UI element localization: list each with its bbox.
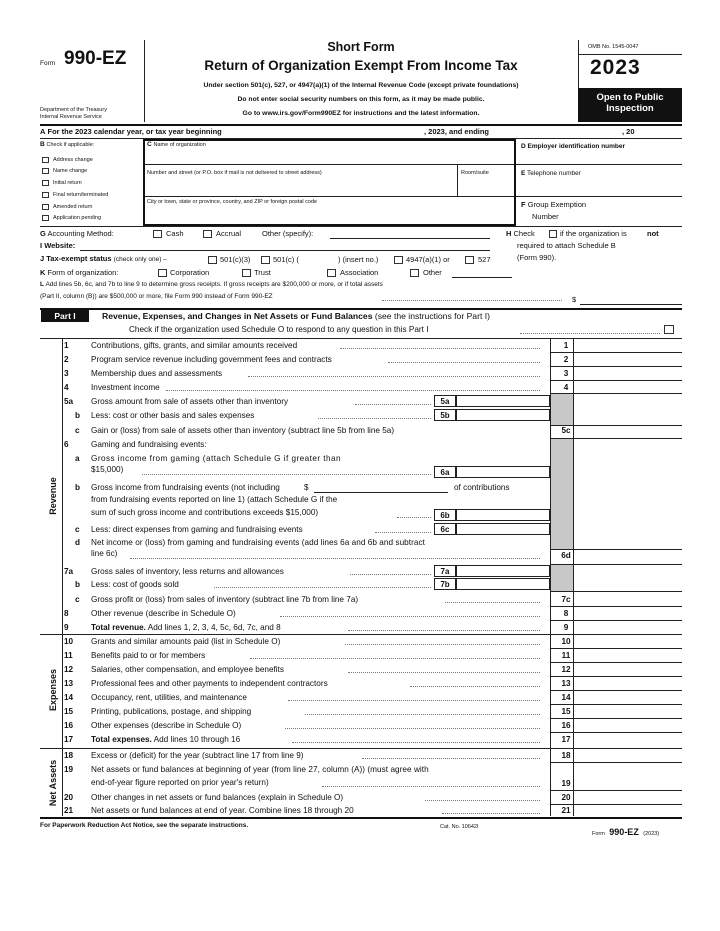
527-checkbox[interactable]: [465, 256, 474, 264]
line-13-amount[interactable]: [574, 678, 681, 689]
org-name-label: Name of organization: [153, 142, 206, 148]
line-6: [42, 438, 682, 451]
form-title-short: Short Form: [327, 40, 395, 54]
form-subtitle-1: Under section 501(c), 527, or 4947(a)(1) of the Internal Revenue Code (except private foundations): [203, 82, 519, 89]
insert-no-label: ) (insert no.): [338, 255, 379, 264]
line-7a-amount[interactable]: [456, 565, 550, 577]
application-pending-label: Application pending: [53, 215, 102, 221]
line-13-desc: Professional fees and other payments to independent contractors: [91, 679, 328, 688]
line-17-desc-bold: Total expenses.: [91, 735, 152, 744]
line-21-label: 21: [561, 806, 571, 815]
part-1-title: [102, 311, 490, 321]
form-word: Form: [40, 60, 56, 67]
line-a-mid: , 2023, and ending: [424, 127, 490, 136]
section-d: [521, 143, 625, 150]
line-20-desc: Other changes in net assets or fund balances (explain in Schedule O): [91, 793, 344, 802]
footer-form-word: Form: [592, 831, 605, 837]
line-2-amount[interactable]: [574, 354, 681, 366]
group-exemption-label: Group Exemption: [527, 200, 587, 209]
line-1-label: 1: [563, 341, 569, 350]
dept-line-1: Department of the Treasury: [40, 107, 107, 113]
association-label: Association: [340, 268, 379, 277]
line-h-text-b: if the organization is: [560, 229, 627, 238]
footer-form-year: (2023): [643, 831, 660, 837]
telephone-label: Telephone number: [527, 170, 581, 177]
line-h: [506, 229, 535, 238]
section-c-label: C: [147, 141, 152, 148]
line-a-text: For the 2023 calendar year, or tax year beginning: [47, 127, 222, 136]
line-k-label: K: [40, 268, 46, 277]
line-6a-desc-1: Gross income from gaming (attach Schedule G if greater than: [91, 454, 341, 463]
line-l-1: [40, 281, 383, 288]
line-l-text-2: (Part II, column (B)) are $500,000 or more, file Form 990 instead of Form 990-EZ: [40, 293, 273, 300]
other-org-label: Other: [423, 268, 442, 277]
line-6b-desc-2: from fundraising events reported on line 1) (attach Schedule G if the: [91, 495, 338, 504]
line-5a: [42, 395, 682, 408]
line-6a-desc-2: $15,000): [91, 465, 124, 474]
footer-form-number: 990-EZ: [609, 827, 639, 837]
line-6c-sub: c: [75, 525, 80, 534]
line-6d-label: 6d: [561, 551, 571, 560]
line-9-desc-bold: Total revenue.: [91, 623, 146, 632]
line-11-amount[interactable]: [574, 650, 681, 661]
name-change-label: Name change: [53, 168, 88, 174]
line-16-num: 16: [64, 721, 74, 730]
omb-number: OMB No. 1545-0047: [588, 44, 639, 50]
amended-return-label: Amended return: [53, 204, 93, 210]
line-h-text-2: required to attach Schedule B: [517, 241, 616, 250]
form-subtitle-2: Do not enter social security numbers on this form, as it may be made public.: [237, 96, 485, 103]
4947a1-checkbox[interactable]: [394, 256, 403, 264]
footer-form-id: [592, 822, 659, 840]
line-l-label: L: [40, 281, 44, 288]
part-1-tag: [41, 310, 89, 322]
line-6c: [42, 523, 682, 536]
line-8-desc: Other revenue (describe in Schedule O): [91, 609, 236, 618]
line-6d-desc-1: Net income or (loss) from gaming and fundraising events (add lines 6a and 6b and subtract: [91, 538, 425, 547]
501c3-checkbox[interactable]: [208, 256, 217, 264]
trust-label: Trust: [254, 268, 271, 277]
line-12-desc: Salaries, other compensation, and employee benefits: [91, 665, 284, 674]
line-a: [40, 127, 222, 136]
line-7b-sub: b: [75, 580, 81, 589]
line-7c-label: 7c: [561, 595, 571, 604]
line-6-desc: Gaming and fundraising events:: [91, 440, 207, 449]
net-assets-side-label: Net Assets: [48, 759, 58, 807]
telephone-field[interactable]: [522, 180, 680, 192]
name-change-checkbox[interactable]: [42, 168, 49, 174]
section-b-title-text: Check if applicable:: [46, 142, 95, 148]
other-org-field[interactable]: [452, 277, 512, 278]
line-1-desc: Contributions, gifts, grants, and similar amounts received: [91, 341, 298, 350]
line-5b: [42, 409, 682, 422]
line-19-amount[interactable]: [574, 777, 681, 789]
line-20-label: 20: [561, 793, 571, 802]
line-3-label: 3: [563, 369, 569, 378]
ein-label: Employer identification number: [527, 143, 626, 150]
line-4-label: 4: [563, 383, 569, 392]
line-6b-sub: b: [75, 483, 81, 492]
line-7a: [42, 565, 682, 578]
address-change-label: Address change: [53, 157, 93, 163]
website-field[interactable]: [80, 250, 490, 251]
line-5c-amount[interactable]: [574, 426, 681, 437]
final-return-checkbox[interactable]: [42, 192, 49, 198]
line-19-desc-1: Net assets or fund balances at beginning of year (from line 27, column (A)) (must agree with: [91, 765, 429, 774]
section-c-name: [147, 141, 206, 148]
line-6a-box-label: 6a: [434, 466, 456, 478]
association-checkbox[interactable]: [327, 269, 336, 277]
schedule-o-checkbox[interactable]: [664, 325, 674, 334]
line-1-num: 1: [64, 341, 69, 350]
dept-line-2: Internal Revenue Service: [40, 114, 102, 120]
line-6b-amount[interactable]: [456, 509, 550, 521]
line-3-desc: Membership dues and assessments: [91, 369, 223, 378]
catalog-number: Cat. No. 10642I: [440, 824, 479, 830]
line-5b-amount[interactable]: [456, 409, 550, 421]
line-6c-box-label: 6c: [434, 523, 456, 535]
line-8-amount[interactable]: [574, 608, 681, 620]
accrual-checkbox[interactable]: [203, 230, 212, 238]
line-6d-desc-2: line 6c): [91, 549, 118, 558]
line-13-num: 13: [64, 679, 74, 688]
section-f: [521, 200, 586, 209]
line-10-num: 10: [64, 637, 74, 646]
line-j: [40, 254, 167, 263]
line-g-label: G: [40, 229, 46, 238]
line-19-desc-2: end-of-year figure reported on prior year's return): [91, 778, 269, 787]
527-label: 527: [478, 255, 491, 264]
street-field[interactable]: [150, 180, 450, 192]
line-21-num: 21: [64, 806, 74, 815]
line-7b-desc: Less: cost of goods sold: [91, 580, 179, 589]
line-3-num: 3: [64, 369, 69, 378]
line-18-num: 18: [64, 751, 74, 760]
line-6b-desc-1: Gross income from fundraising events (not including: [91, 483, 280, 492]
revenue-side-label: Revenue: [48, 477, 58, 515]
line-5b-box-label: 5b: [434, 409, 456, 421]
other-method-label: Other (specify):: [262, 229, 314, 238]
line-7a-box-label: 7a: [434, 565, 456, 577]
accrual-label: Accrual: [216, 229, 242, 238]
line-h-text: Check: [513, 229, 535, 238]
line-2-desc: Program service revenue including government fees and contracts: [91, 355, 332, 364]
line-6b-dollar: $: [304, 483, 309, 492]
line-15-desc: Printing, publications, postage, and shipping: [91, 707, 252, 716]
line-7a-desc: Gross sales of inventory, less returns and allowances: [91, 567, 284, 576]
schedule-o-check-text: Check if the organization used Schedule O to respond to any question in this Part I: [129, 325, 429, 334]
line-12-label: 12: [561, 665, 571, 674]
corporation-label: Corporation: [170, 268, 210, 277]
line-a-end: , 20: [622, 127, 635, 136]
line-12-amount[interactable]: [574, 664, 681, 675]
expenses-side-label: Expenses: [48, 668, 58, 712]
amended-return-checkbox[interactable]: [42, 204, 49, 210]
part-1-title-note: (see the instructions for Part I): [374, 311, 490, 321]
line-8-label: 8: [563, 609, 569, 618]
line-5c-label: 5c: [561, 426, 571, 435]
line-9-desc: Add lines 1, 2, 3, 4, 5c, 6d, 7c, and 8: [147, 623, 281, 632]
section-d-label: D: [521, 143, 526, 150]
open-to-public-text-1: Open to Public: [596, 92, 664, 103]
open-to-public-badge: [578, 88, 682, 122]
line-6a-amount[interactable]: [456, 466, 550, 478]
line-6b: [42, 481, 682, 521]
line-18-amount[interactable]: [574, 750, 681, 761]
line-6b-desc-3: sum of such gross income and contributions exceeds $15,000): [91, 508, 319, 517]
501c-checkbox[interactable]: [261, 256, 270, 264]
org-name-field[interactable]: [150, 150, 510, 162]
line-10-label: 10: [561, 637, 571, 646]
form-number: 990-EZ: [64, 48, 127, 69]
line-7b: [42, 578, 682, 591]
line-4-num: 4: [64, 383, 69, 392]
line-l-text-1: Add lines 5b, 6c, and 7b to line 9 to determine gross receipts. If gross receipts are $200,000 or more, or if total assets: [45, 281, 383, 288]
line-10-desc: Grants and similar amounts paid (list in Schedule O): [91, 637, 281, 646]
line-15-amount[interactable]: [574, 706, 681, 717]
line-6c-desc: Less: direct expenses from gaming and fundraising events: [91, 525, 303, 534]
other-method-field[interactable]: [330, 238, 490, 239]
section-b-label: B: [40, 141, 45, 148]
line-l-dollar: $: [572, 295, 577, 304]
group-exemption-number-label: Number: [532, 212, 559, 221]
line-k: [40, 268, 118, 277]
room-suite-label: Room/suite: [461, 170, 489, 176]
line-a-label: A: [40, 127, 46, 136]
line-6a-sub: a: [75, 454, 80, 463]
line-20-num: 20: [64, 793, 74, 802]
line-6-num: 6: [64, 440, 69, 449]
part-1-title-text: Revenue, Expenses, and Changes in Net Assets or Fund Balances: [102, 311, 373, 321]
address-change-checkbox[interactable]: [42, 157, 49, 163]
line-5a-num: 5a: [64, 397, 74, 406]
line-4-desc: Investment income: [91, 383, 160, 392]
line-14-num: 14: [64, 693, 74, 702]
line-7c-amount[interactable]: [574, 593, 681, 605]
line-6c-amount[interactable]: [456, 523, 550, 535]
line-6d-amount[interactable]: [574, 550, 681, 563]
line-21-amount[interactable]: [574, 805, 681, 816]
line-3-amount[interactable]: [574, 368, 681, 380]
form-of-org-label: Form of organization:: [47, 268, 119, 277]
line-5b-sub: b: [75, 411, 81, 420]
other-org-checkbox[interactable]: [410, 269, 419, 277]
line-h-not: not: [647, 229, 659, 238]
corporation-checkbox[interactable]: [158, 269, 167, 277]
line-15-num: 15: [64, 707, 74, 716]
501c-label: 501(c) (: [273, 255, 299, 264]
line-8-num: 8: [64, 609, 69, 618]
line-1-amount[interactable]: [574, 340, 681, 352]
street-label: Number and street (or P.O. box if mail is not delivered to street address): [147, 170, 322, 176]
line-5a-amount[interactable]: [456, 395, 550, 407]
line-9-amount[interactable]: [574, 622, 681, 633]
line-14-desc: Occupancy, rent, utilities, and maintenance: [91, 693, 247, 702]
line-14-label: 14: [561, 693, 571, 702]
line-20-amount[interactable]: [574, 792, 681, 803]
line-i: [40, 241, 75, 250]
line-17-label: 17: [561, 735, 571, 744]
line-7b-amount[interactable]: [456, 578, 550, 590]
line-5b-desc: Less: cost or other basis and sales expenses: [91, 411, 255, 420]
section-f-label: F: [521, 200, 526, 209]
line-5c-desc: Gain or (loss) from sale of assets other than inventory (subtract line 5b from line 5a): [91, 426, 395, 435]
line-6b-box-label: 6b: [434, 509, 456, 521]
line-16-label: 16: [561, 721, 571, 730]
line-i-label: I: [40, 241, 43, 250]
section-e: [521, 170, 581, 177]
line-7a-num: 7a: [64, 567, 74, 576]
paperwork-notice: For Paperwork Reduction Act Notice, see the separate instructions.: [40, 822, 249, 829]
room-suite-field[interactable]: [460, 180, 510, 192]
trust-checkbox[interactable]: [242, 269, 251, 277]
line-11-label: 11: [561, 651, 571, 660]
line-17-amount[interactable]: [574, 734, 681, 746]
line-13-label: 13: [561, 679, 571, 688]
initial-return-label: Initial return: [53, 180, 82, 186]
line-5a-box-label: 5a: [434, 395, 456, 407]
gross-receipts-field[interactable]: [580, 304, 682, 305]
section-e-label: E: [521, 170, 526, 177]
cash-checkbox[interactable]: [153, 230, 162, 238]
cash-label: Cash: [166, 229, 184, 238]
tax-year: 2023: [590, 56, 641, 79]
line-2-num: 2: [64, 355, 69, 364]
line-h-label: H: [506, 229, 512, 238]
tax-exempt-status-label: Tax-exempt status: [46, 254, 112, 263]
line-7b-box-label: 7b: [434, 578, 456, 590]
line-6d-sub: d: [75, 538, 81, 547]
line-19-num: 19: [64, 765, 74, 774]
website-label: Website:: [44, 241, 76, 250]
line-21-desc: Net assets or fund balances at end of year. Combine lines 18 through 20: [91, 806, 354, 815]
line-9-num: 9: [64, 623, 69, 632]
section-b-title: [40, 141, 94, 148]
line-g: [40, 229, 114, 238]
final-return-label: Final return/terminated: [53, 192, 109, 198]
form-title: Return of Organization Exempt From Income Tax: [204, 58, 518, 73]
line-10-amount[interactable]: [574, 636, 681, 647]
line-19-label: 19: [561, 779, 571, 788]
line-5a-desc: Gross amount from sale of assets other than inventory: [91, 397, 289, 406]
line-16-desc: Other expenses (describe in Schedule O): [91, 721, 242, 730]
application-pending-checkbox[interactable]: [42, 215, 49, 221]
line-6b-desc-1b: of contributions: [454, 483, 510, 492]
line-11-num: 11: [64, 651, 73, 660]
form-subtitle-3: Go to www.irs.gov/Form990EZ for instructions and the latest information.: [242, 110, 480, 117]
line-9-label: 9: [563, 623, 569, 632]
line-6b-contributions-field[interactable]: [314, 492, 448, 493]
line-18-desc: Excess or (deficit) for the year (subtract line 17 from line 9): [91, 751, 304, 760]
501c3-label: 501(c)(3): [220, 255, 251, 264]
line-h-text-3: (Form 990).: [517, 253, 557, 262]
open-to-public-text-2: Inspection: [606, 103, 654, 114]
line-12-num: 12: [64, 665, 74, 674]
part-1-tag-text: Part I: [54, 311, 76, 321]
line-17-num: 17: [64, 735, 74, 744]
schedule-b-checkbox[interactable]: [549, 230, 557, 238]
line-15-label: 15: [561, 707, 571, 716]
line-5c-sub: c: [75, 426, 80, 435]
city-field[interactable]: [150, 208, 510, 220]
tax-exempt-status-note: (check only one) –: [113, 256, 167, 263]
line-16-amount[interactable]: [574, 720, 681, 731]
line-j-label: J: [40, 254, 45, 263]
ein-field[interactable]: [522, 152, 680, 164]
line-7c-sub: c: [75, 595, 80, 604]
city-label: City or town, state or province, country, and ZIP or foreign postal code: [147, 199, 318, 205]
initial-return-checkbox[interactable]: [42, 180, 49, 186]
4947a1-label: 4947(a)(1) or: [406, 255, 450, 264]
line-7c-desc: Gross profit or (loss) from sales of inventory (subtract line 7b from line 7a): [91, 595, 359, 604]
line-17-desc: Add lines 10 through 16: [153, 735, 241, 744]
line-11-desc: Benefits paid to or for members: [91, 651, 206, 660]
line-14-amount[interactable]: [574, 692, 681, 703]
line-2-label: 2: [563, 355, 569, 364]
line-18-label: 18: [561, 751, 571, 760]
accounting-method-label: Accounting Method:: [47, 229, 114, 238]
